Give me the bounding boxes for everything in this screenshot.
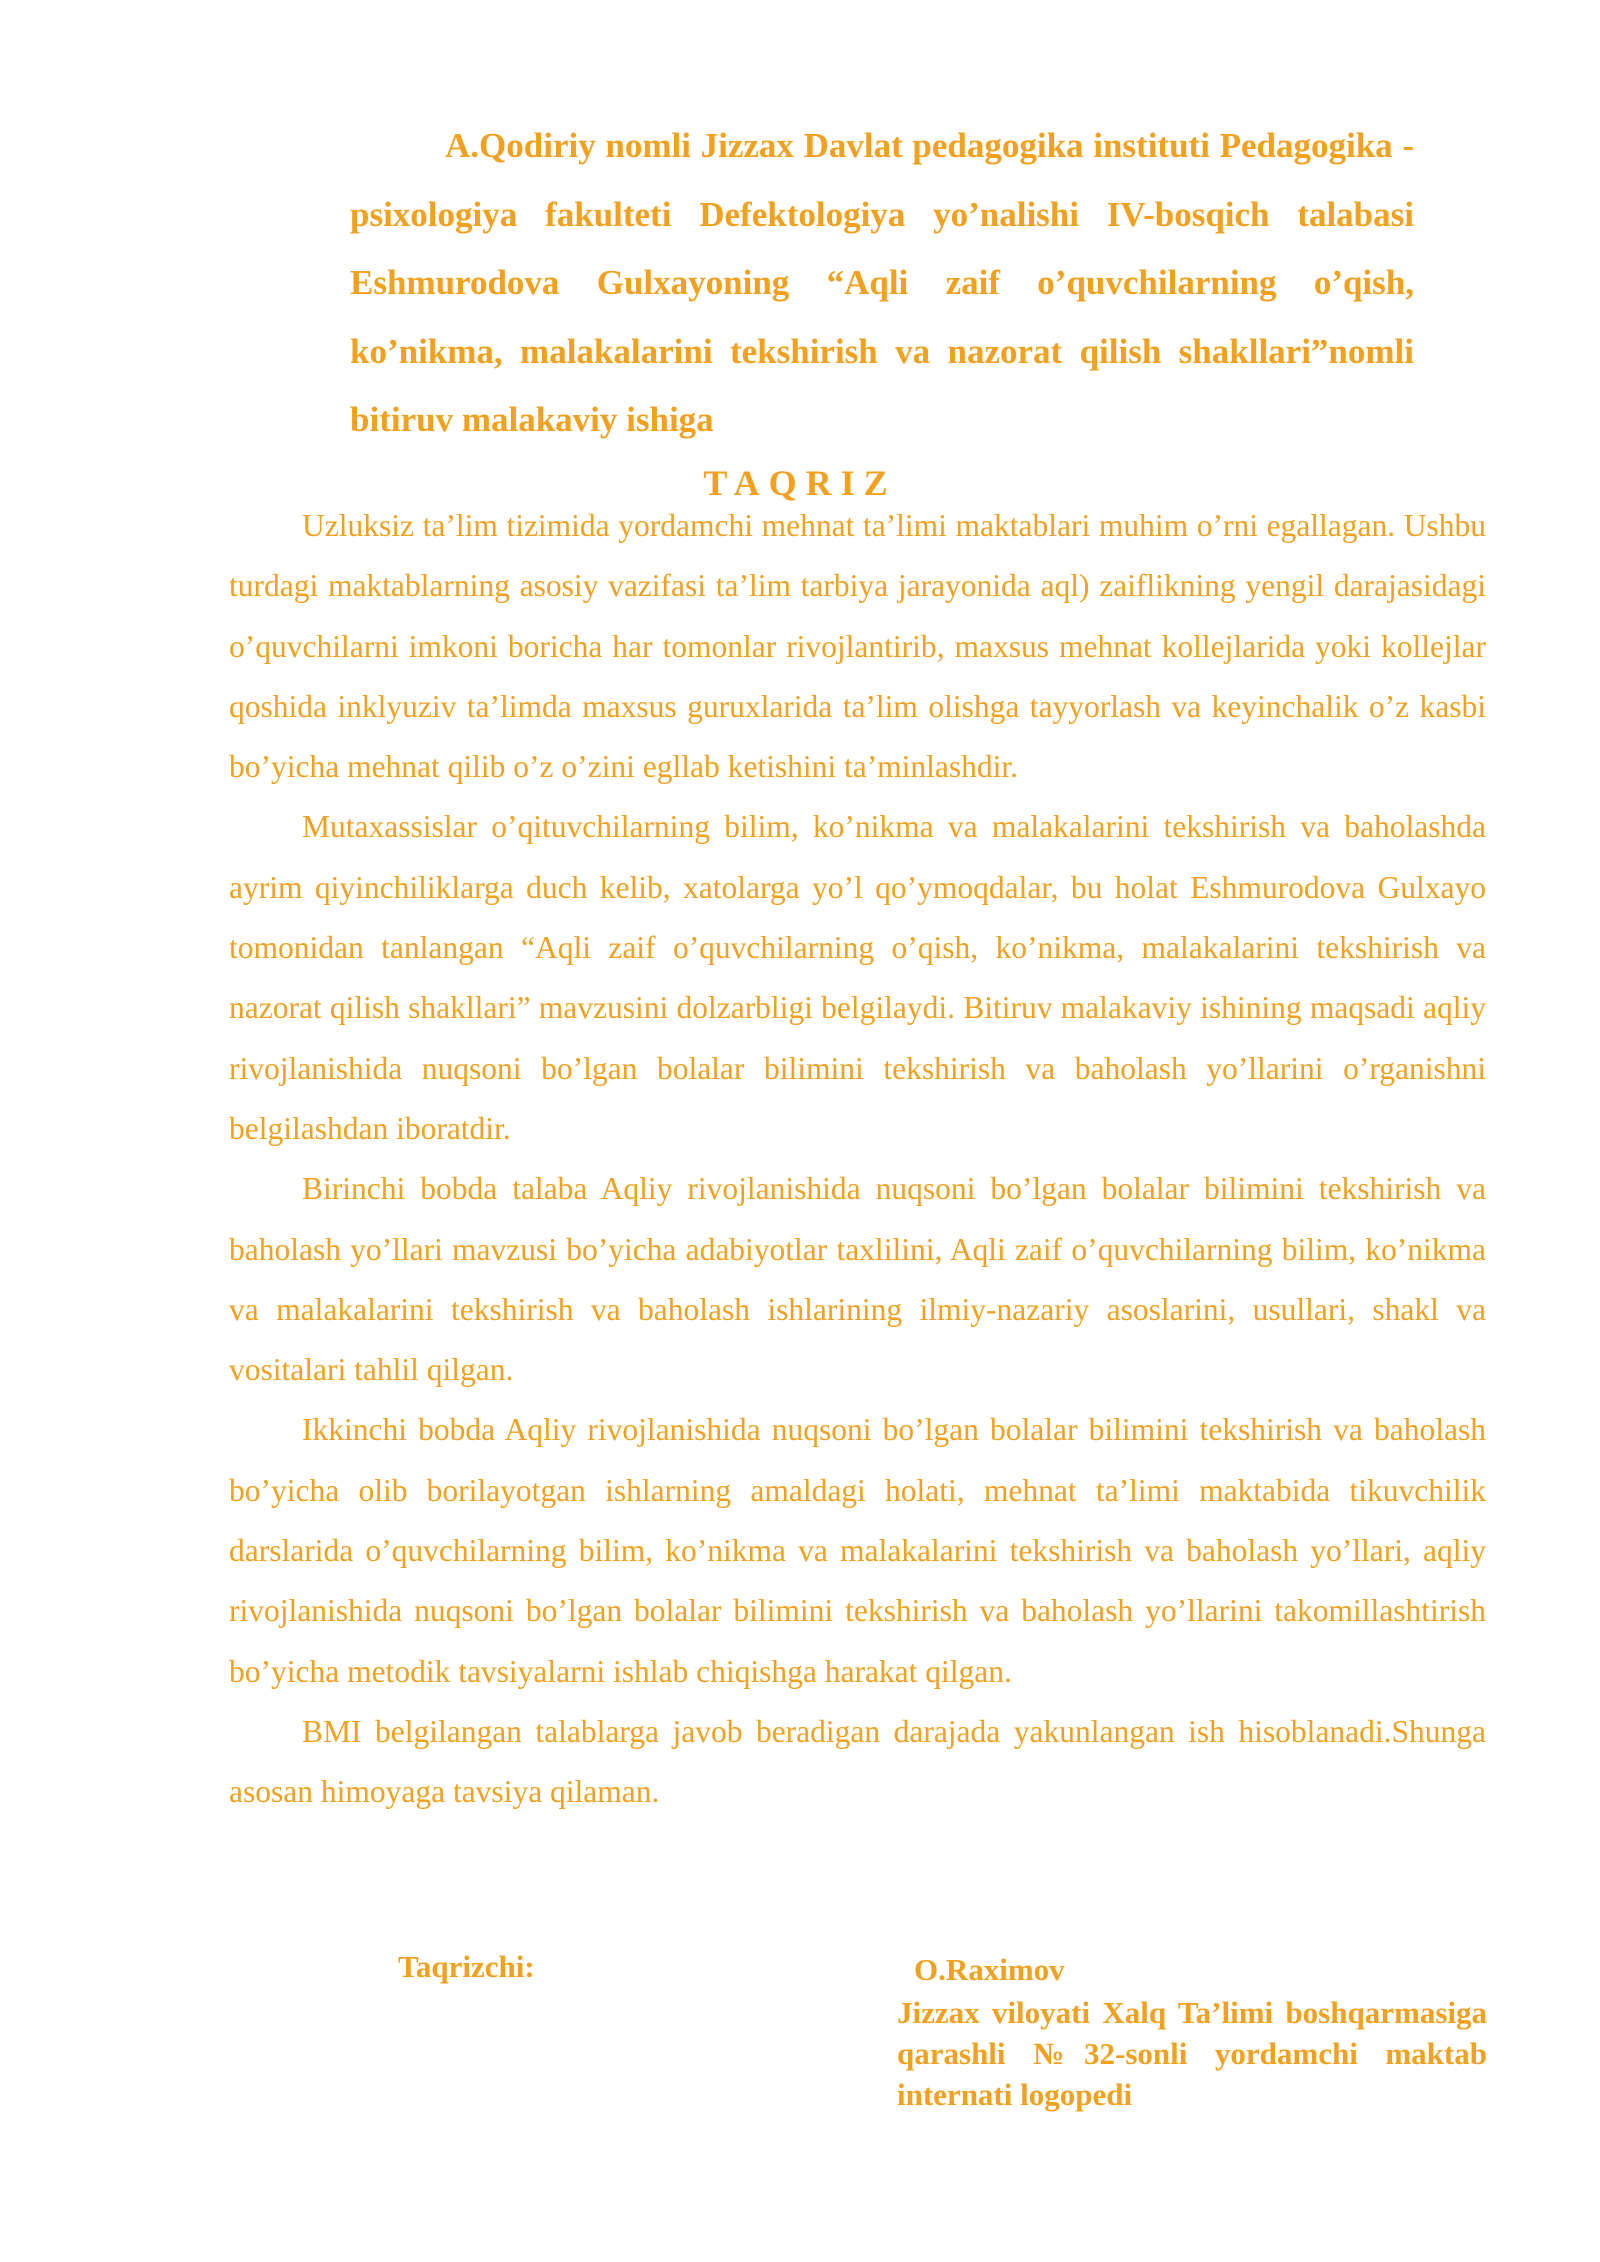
heading-rest: Pedagogika - psixologiya fakulteti Defektologiya yo’nalishi IV-bosqich talabasi Eshmurodova Gulxayoning “Aqli zaif o’quvchilarning o’qish, ko’nikma, malakalarini tekshirish va nazorat qilish shakllari”nomli bitiruv malakaviy ishiga (350, 126, 1414, 439)
reviewer-label: Taqrizchi: (398, 1949, 535, 1984)
heading-line-1: A.Qodiriy nomli Jizzax Davlat pedagogika instituti (445, 126, 1210, 165)
paragraph: Birinchi bobda talaba Aqliy rivojlanishida nuqsoni bo’lgan bolalar bilimini tekshirish va baholash yo’llari mavzusi bo’yicha adabiyotlar taxlilini, Aqli zaif o’quvchilarning bilim, ko’nikma va malakalarini tekshirish va baholash ishlarining ilmiy-nazariy asoslarini, usullari, shakl va vositalari tahlil qilgan. (229, 1171, 1486, 1388)
paragraph: BMI belgilangan talablarga javob beradigan darajada yakunlangan ish hisoblanadi.Shunga asosan himoyaga tavsiya qilaman. (229, 1713, 1486, 1810)
paragraph: Ikkinchi bobda Aqliy rivojlanishida nuqsoni bo’lgan bolalar bilimini tekshirish va baholash bo’yicha olib borilayotgan ishlarning amaldagi holati, mehnat ta’limi maktabida tikuvchilik darslarida o’quvchilarning bilim, ko’nikma va malakalarini tekshirish va baholash yo’llari, aqliy rivojlanishida nuqsoni bo’lgan bolalar bilimini tekshirish va baholash yo’llarini takomillashtirish bo’yicha metodik tavsiyalarni ishlab chiqishga harakat qilgan. (229, 1412, 1486, 1689)
paragraph: Uzluksiz ta’lim tizimida yordamchi mehnat ta’limi maktablari muhim o’rni egallagan. Ushbu turdagi maktablarning asosiy vazifasi ta’lim tarbiya jarayonida aql) zaiflikning yengil darajasidagi o’quvchilarni imkoni boricha har tomonlar rivojlantirib, maxsus mehnat kollejlarida yoki kollejlar qoshida inklyuziv ta’limda maxsus guruxlarida ta’lim olishga tayyorlash va keyinchalik o’z kasbi bo’yicha mehnat qilib o’z o’zini egllab ketishini ta’minlashdir. (229, 508, 1486, 785)
document-title: TAQRIZ (703, 463, 897, 503)
document-body (229, 496, 1486, 1823)
reviewer-affiliation: Jizzax viloyati Xalq Ta’limi boshqarmasiga qarashli №32-sonli yordamchi maktab internati logopedi (897, 1995, 1487, 2112)
paragraph: Mutaxassislar o’qituvchilarning bilim, ko’nikma va malakalarini tekshirish va baholashda ayrim qiyinchiliklarga duch kelib, xatolarga yo’l qo’ymoqdalar, bu holat Eshmurodova Gulxayo tomonidan tanlangan “Aqli zaif o’quvchilarning o’qish, ko’nikma, malakalarini tekshirish va nazorat qilish shakllari” mavzusini dolzarbligi belgilaydi. Bitiruv malakaviy ishining maqsadi aqliy rivojlanishida nuqsoni bo’lgan bolalar bilimini tekshirish va baholash yo’llarini o’rganishni belgilashdan iboratdir. (229, 809, 1486, 1146)
reviewer-name: O.Raximov (914, 1952, 1065, 1987)
document-heading (350, 112, 1414, 455)
